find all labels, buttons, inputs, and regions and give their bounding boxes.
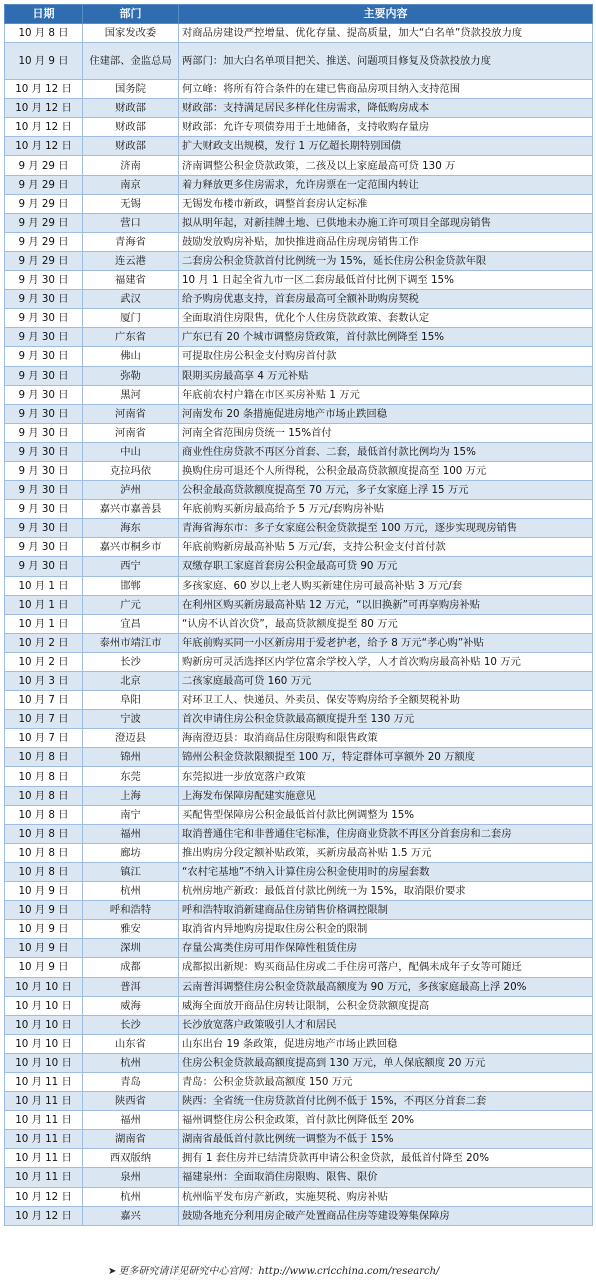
cell-content: 年底前购买新房最高给予 5 万元/套购房补贴 <box>179 500 593 519</box>
policy-table <box>4 4 593 1226</box>
table-row <box>5 1053 593 1072</box>
cell-content: 着力释放更多住房需求，允许房票在一定范围内转让 <box>179 175 593 194</box>
cell-date: 9 月 30 日 <box>5 500 83 519</box>
cell-content: 10 月 1 日起全省九市一区二套房最低首付比例下调至 15% <box>179 271 593 290</box>
table-row <box>5 595 593 614</box>
cell-department: 嘉兴 <box>83 1206 179 1225</box>
cell-department: 呼和浩特 <box>83 901 179 920</box>
table-row <box>5 194 593 213</box>
cell-content: 湖南省最低首付款比例统一调整为不低于 15% <box>179 1130 593 1149</box>
cell-content: 给予购房优惠支持，首套房最高可全额补助购房契税 <box>179 290 593 309</box>
table-row <box>5 1072 593 1091</box>
cell-content: 多孩家庭、60 岁以上老人购买新建住房可最高补贴 3 万元/套 <box>179 576 593 595</box>
cell-department: 锦州 <box>83 748 179 767</box>
cell-department: 营口 <box>83 213 179 232</box>
table-row <box>5 251 593 270</box>
cell-content: 两部门：加大白名单项目把关、推送、问题项目修复及贷款投放力度 <box>179 43 593 80</box>
cell-date: 9 月 30 日 <box>5 271 83 290</box>
table-row <box>5 271 593 290</box>
cell-date: 10 月 8 日 <box>5 24 83 43</box>
cell-department: 广东省 <box>83 328 179 347</box>
table-row <box>5 328 593 347</box>
table-row <box>5 614 593 633</box>
cell-department: 福州 <box>83 1111 179 1130</box>
cell-date: 10 月 9 日 <box>5 901 83 920</box>
cell-date: 10 月 7 日 <box>5 691 83 710</box>
cell-department: 无锡 <box>83 194 179 213</box>
cell-content: 何立峰：将所有符合条件的在建已售商品房项目纳入支持范围 <box>179 80 593 99</box>
cell-department: 长沙 <box>83 652 179 671</box>
cell-content: 限期买房最高享 4 万元补贴 <box>179 366 593 385</box>
cell-department: 湖南省 <box>83 1130 179 1149</box>
cell-content: 青岛：公积金贷款最高额度 150 万元 <box>179 1072 593 1091</box>
cell-content: 福州调整住房公积金政策，首付款比例降低至 20% <box>179 1111 593 1130</box>
cell-department: 嘉兴市嘉善县 <box>83 500 179 519</box>
table-row <box>5 1015 593 1034</box>
table-row <box>5 996 593 1015</box>
table-body <box>5 24 593 1226</box>
cell-date: 10 月 10 日 <box>5 996 83 1015</box>
table-row <box>5 939 593 958</box>
table-row <box>5 672 593 691</box>
table-row <box>5 691 593 710</box>
table-row <box>5 843 593 862</box>
cell-department: 福建省 <box>83 271 179 290</box>
cell-department: 国家发改委 <box>83 24 179 43</box>
cell-date: 10 月 10 日 <box>5 1053 83 1072</box>
cell-date: 10 月 1 日 <box>5 614 83 633</box>
cell-date: 10 月 11 日 <box>5 1168 83 1187</box>
table-row <box>5 557 593 576</box>
table-row <box>5 99 593 118</box>
cell-department: 海东 <box>83 519 179 538</box>
table-row <box>5 175 593 194</box>
cell-date: 10 月 2 日 <box>5 633 83 652</box>
cell-content: 推出购房分段定额补贴政策，买新房最高补贴 1.5 万元 <box>179 843 593 862</box>
cell-content: 买配售型保障房公积金最低首付款比例调整为 15% <box>179 805 593 824</box>
table-row <box>5 1111 593 1130</box>
cell-department: 宜昌 <box>83 614 179 633</box>
cell-department: 住建部、金监总局 <box>83 43 179 80</box>
table-row <box>5 500 593 519</box>
table-row <box>5 862 593 881</box>
header-content: 主要内容 <box>179 5 593 24</box>
cell-content: 换购住房可退还个人所得税，公积金最高贷款额度提高至 100 万元 <box>179 461 593 480</box>
table-row <box>5 786 593 805</box>
cell-content: 首次申请住房公积金贷款最高额度提升至 130 万元 <box>179 710 593 729</box>
cell-department: 南宁 <box>83 805 179 824</box>
table-row <box>5 118 593 137</box>
cell-content: 无锡发布楼市新政，调整首套房认定标准 <box>179 194 593 213</box>
cell-date: 9 月 30 日 <box>5 404 83 423</box>
cell-date: 9 月 29 日 <box>5 232 83 251</box>
cell-content: 山东出台 19 条政策，促进房地产市场止跌回稳 <box>179 1034 593 1053</box>
table-row <box>5 137 593 156</box>
cell-date: 9 月 30 日 <box>5 481 83 500</box>
cell-department: 泸州 <box>83 481 179 500</box>
cell-content: 云南普洱调整住房公积金贷款最高额度为 90 万元，多孩家庭最高上浮 20% <box>179 977 593 996</box>
cell-date: 10 月 11 日 <box>5 1130 83 1149</box>
cell-content: 杭州房地产新政：最低首付款比例统一为 15%，取消限价要求 <box>179 882 593 901</box>
cell-content: 年底前购新房最高补贴 5 万元/套，支持公积金支付首付款 <box>179 538 593 557</box>
table-row <box>5 882 593 901</box>
cell-content: 河南全省范围房贷统一 15%首付 <box>179 423 593 442</box>
cell-content: 年底前购买同一小区新房用于爱老护老，给予 8 万元“孝心购”补贴 <box>179 633 593 652</box>
cell-content: “认房不认首次贷”，最高贷款额度提至 80 万元 <box>179 614 593 633</box>
cell-date: 9 月 30 日 <box>5 442 83 461</box>
cell-department: 中山 <box>83 442 179 461</box>
cell-date: 10 月 1 日 <box>5 595 83 614</box>
cell-date: 10 月 3 日 <box>5 672 83 691</box>
cell-department: 青岛 <box>83 1072 179 1091</box>
table-row <box>5 156 593 175</box>
cell-date: 9 月 29 日 <box>5 175 83 194</box>
cell-content: 年底前农村户籍在市区买房补贴 1 万元 <box>179 385 593 404</box>
cell-department: 西宁 <box>83 557 179 576</box>
cell-content: 扩大财政支出规模，发行 1 万亿超长期特别国债 <box>179 137 593 156</box>
cell-content: 威海全面放开商品住房转让限制，公积金贷款额度提高 <box>179 996 593 1015</box>
cell-date: 10 月 1 日 <box>5 576 83 595</box>
cell-department: 长沙 <box>83 1015 179 1034</box>
cell-department: 泉州 <box>83 1168 179 1187</box>
cell-date: 9 月 29 日 <box>5 251 83 270</box>
cell-department: 阜阳 <box>83 691 179 710</box>
cell-department: 山东省 <box>83 1034 179 1053</box>
cell-date: 10 月 11 日 <box>5 1149 83 1168</box>
arrow-icon: ➤ <box>108 1266 117 1277</box>
table-header-row <box>5 5 593 24</box>
cell-content: 海南澄迈县：取消商品住房限购和限售政策 <box>179 729 593 748</box>
cell-date: 9 月 30 日 <box>5 538 83 557</box>
cell-department: 财政部 <box>83 99 179 118</box>
cell-date: 10 月 9 日 <box>5 920 83 939</box>
cell-content: 取消普通住宅和非普通住宅标准，住房商业贷款不再区分首套房和二套房 <box>179 824 593 843</box>
table-row <box>5 652 593 671</box>
cell-department: 济南 <box>83 156 179 175</box>
cell-content: 呼和浩特取消新建商品住房销售价格调控限制 <box>179 901 593 920</box>
cell-content: 取消省内异地购房提取住房公积金的限制 <box>179 920 593 939</box>
table-row <box>5 767 593 786</box>
table-row <box>5 290 593 309</box>
cell-date: 10 月 9 日 <box>5 882 83 901</box>
table-row <box>5 80 593 99</box>
cell-content: 鼓励发放购房补贴，加快推进商品住房现房销售工作 <box>179 232 593 251</box>
table-row <box>5 977 593 996</box>
cell-content: 成都拟出新规：购买商品住房或二手住房可落户，配偶未成年子女等可随迁 <box>179 958 593 977</box>
cell-date: 10 月 8 日 <box>5 843 83 862</box>
cell-content: 东莞拟进一步放宽落户政策 <box>179 767 593 786</box>
table-row <box>5 43 593 80</box>
cell-department: 佛山 <box>83 347 179 366</box>
cell-date: 9 月 30 日 <box>5 328 83 347</box>
cell-department: 黑河 <box>83 385 179 404</box>
table-row <box>5 519 593 538</box>
cell-content: 存量公寓类住房可用作保障性租赁住房 <box>179 939 593 958</box>
cell-date: 10 月 8 日 <box>5 805 83 824</box>
cell-content: 福建泉州：全面取消住房限购、限售、限价 <box>179 1168 593 1187</box>
cell-department: 澄迈县 <box>83 729 179 748</box>
cell-department: 杭州 <box>83 1053 179 1072</box>
cell-department: 嘉兴市桐乡市 <box>83 538 179 557</box>
cell-content: 财政部：支持满足居民多样化住房需求，降低购房成本 <box>179 99 593 118</box>
cell-content: 济南调整公积金贷款政策，二孩及以上家庭最高可贷 130 万 <box>179 156 593 175</box>
cell-content: 河南发布 20 条措施促进房地产市场止跌回稳 <box>179 404 593 423</box>
table-row <box>5 1206 593 1225</box>
cell-department: 克拉玛依 <box>83 461 179 480</box>
cell-content: 鼓励各地充分利用房企破产处置商品住房等建设筹集保障房 <box>179 1206 593 1225</box>
cell-content: 商业性住房贷款不再区分首套、二套，最低首付款比例均为 15% <box>179 442 593 461</box>
cell-date: 10 月 2 日 <box>5 652 83 671</box>
cell-content: 购新房可灵活选择区内学位富余学校入学，人才首次购房最高补贴 10 万元 <box>179 652 593 671</box>
cell-content: 财政部：允许专项债券用于土地储备，支持收购存量房 <box>179 118 593 137</box>
cell-department: 雅安 <box>83 920 179 939</box>
table-row <box>5 1149 593 1168</box>
table-row <box>5 920 593 939</box>
table-row <box>5 442 593 461</box>
cell-department: 国务院 <box>83 80 179 99</box>
table-row <box>5 461 593 480</box>
cell-department: 南京 <box>83 175 179 194</box>
cell-date: 10 月 10 日 <box>5 977 83 996</box>
cell-department: 宁波 <box>83 710 179 729</box>
cell-content: 杭州临平发布房产新政，实施契税、购房补贴 <box>179 1187 593 1206</box>
cell-department: 普洱 <box>83 977 179 996</box>
cell-date: 10 月 8 日 <box>5 824 83 843</box>
cell-department: 镇江 <box>83 862 179 881</box>
cell-date: 9 月 29 日 <box>5 194 83 213</box>
table-row <box>5 538 593 557</box>
cell-content: 对环卫工人、快递员、外卖员、保安等购房给予全额契税补助 <box>179 691 593 710</box>
cell-content: 住房公积金贷款最高额度提高到 130 万元，单人保底额度 20 万元 <box>179 1053 593 1072</box>
cell-date: 9 月 30 日 <box>5 309 83 328</box>
cell-department: 北京 <box>83 672 179 691</box>
cell-date: 9 月 30 日 <box>5 347 83 366</box>
table-row <box>5 1168 593 1187</box>
cell-content: 双缴存职工家庭首套房公积金最高可贷 90 万元 <box>179 557 593 576</box>
cell-content: 二套房公积金贷款首付比例统一为 15%，延长住房公积金贷款年限 <box>179 251 593 270</box>
table-row <box>5 1092 593 1111</box>
cell-content: 二孩家庭最高可贷 160 万元 <box>179 672 593 691</box>
cell-date: 10 月 12 日 <box>5 118 83 137</box>
cell-content: “农村宅基地”不纳入计算住房公积金使用时的房屋套数 <box>179 862 593 881</box>
table-row <box>5 232 593 251</box>
cell-department: 成都 <box>83 958 179 977</box>
header-department: 部门 <box>83 5 179 24</box>
cell-date: 10 月 10 日 <box>5 1015 83 1034</box>
cell-date: 10 月 9 日 <box>5 958 83 977</box>
cell-department: 东莞 <box>83 767 179 786</box>
footer-note <box>108 1262 439 1277</box>
cell-date: 10 月 11 日 <box>5 1072 83 1091</box>
table-row <box>5 748 593 767</box>
table-row <box>5 347 593 366</box>
cell-date: 10 月 12 日 <box>5 1206 83 1225</box>
table-row <box>5 633 593 652</box>
cell-date: 9 月 30 日 <box>5 366 83 385</box>
cell-date: 9 月 30 日 <box>5 290 83 309</box>
cell-department: 威海 <box>83 996 179 1015</box>
cell-department: 廊坊 <box>83 843 179 862</box>
table-row <box>5 1187 593 1206</box>
cell-content: 广东已有 20 个城市调整房贷政策，首付款比例降至 15% <box>179 328 593 347</box>
cell-date: 9 月 29 日 <box>5 156 83 175</box>
table-row <box>5 423 593 442</box>
cell-content: 可提取住房公积金支付购房首付款 <box>179 347 593 366</box>
cell-department: 弥勒 <box>83 366 179 385</box>
table-row <box>5 309 593 328</box>
cell-date: 9 月 30 日 <box>5 385 83 404</box>
cell-department: 西双版纳 <box>83 1149 179 1168</box>
cell-content: 在利州区购买新房最高补贴 12 万元，“以旧换新”可再享购房补贴 <box>179 595 593 614</box>
cell-date: 10 月 11 日 <box>5 1111 83 1130</box>
table-row <box>5 1034 593 1053</box>
cell-date: 10 月 12 日 <box>5 1187 83 1206</box>
cell-content: 锦州公积金贷款限额提至 100 万，特定群体可享额外 20 万额度 <box>179 748 593 767</box>
cell-department: 河南省 <box>83 404 179 423</box>
cell-date: 9 月 30 日 <box>5 423 83 442</box>
cell-department: 武汉 <box>83 290 179 309</box>
cell-department: 陕西省 <box>83 1092 179 1111</box>
cell-date: 10 月 9 日 <box>5 939 83 958</box>
table-row <box>5 24 593 43</box>
table-row <box>5 385 593 404</box>
table-row <box>5 576 593 595</box>
cell-date: 10 月 12 日 <box>5 99 83 118</box>
cell-department: 杭州 <box>83 882 179 901</box>
table-row <box>5 366 593 385</box>
cell-department: 广元 <box>83 595 179 614</box>
cell-date: 9 月 30 日 <box>5 519 83 538</box>
cell-date: 10 月 11 日 <box>5 1092 83 1111</box>
cell-date: 9 月 30 日 <box>5 461 83 480</box>
cell-department: 河南省 <box>83 423 179 442</box>
cell-date: 10 月 12 日 <box>5 137 83 156</box>
table-row <box>5 824 593 843</box>
cell-department: 福州 <box>83 824 179 843</box>
table-row <box>5 404 593 423</box>
cell-date: 10 月 9 日 <box>5 43 83 80</box>
cell-content: 陕西：全省统一住房贷款首付比例不低于 15%，不再区分首套二套 <box>179 1092 593 1111</box>
cell-date: 10 月 8 日 <box>5 748 83 767</box>
cell-department: 邯郸 <box>83 576 179 595</box>
cell-content: 青海省海东市：多子女家庭公积金贷款提至 100 万元，逐步实现现房销售 <box>179 519 593 538</box>
cell-date: 10 月 7 日 <box>5 729 83 748</box>
cell-department: 财政部 <box>83 118 179 137</box>
cell-date: 10 月 12 日 <box>5 80 83 99</box>
footer-text: 更多研究请详见研究中心官网：http://www.cricchina.com/research/ <box>118 1266 440 1277</box>
cell-department: 泰州市靖江市 <box>83 633 179 652</box>
cell-date: 9 月 30 日 <box>5 557 83 576</box>
cell-date: 10 月 8 日 <box>5 767 83 786</box>
table-row <box>5 958 593 977</box>
cell-department: 厦门 <box>83 309 179 328</box>
cell-content: 公积金最高贷款额度提高至 70 万元，多子女家庭上浮 15 万元 <box>179 481 593 500</box>
table-row <box>5 481 593 500</box>
cell-department: 青海省 <box>83 232 179 251</box>
header-date: 日期 <box>5 5 83 24</box>
cell-department: 杭州 <box>83 1187 179 1206</box>
cell-content: 拥有 1 套住房并已结清贷款再申请公积金贷款，最低首付降至 20% <box>179 1149 593 1168</box>
table-row <box>5 729 593 748</box>
policy-table-container <box>4 4 592 1226</box>
cell-date: 10 月 8 日 <box>5 862 83 881</box>
cell-content: 全面取消住房限售，优化个人住房贷款政策、套数认定 <box>179 309 593 328</box>
table-row <box>5 710 593 729</box>
cell-content: 拟从明年起，对新挂牌土地、已供地未办施工许可项目全部现房销售 <box>179 213 593 232</box>
cell-content: 上海发布保障房配建实施意见 <box>179 786 593 805</box>
cell-department: 深圳 <box>83 939 179 958</box>
cell-date: 10 月 10 日 <box>5 1034 83 1053</box>
cell-content: 对商品房建设严控增量、优化存量、提高质量，加大“白名单”贷款投放力度 <box>179 24 593 43</box>
cell-department: 财政部 <box>83 137 179 156</box>
cell-department: 上海 <box>83 786 179 805</box>
table-row <box>5 213 593 232</box>
cell-content: 长沙放宽落户政策吸引人才和居民 <box>179 1015 593 1034</box>
table-row <box>5 805 593 824</box>
cell-date: 10 月 8 日 <box>5 786 83 805</box>
cell-department: 连云港 <box>83 251 179 270</box>
cell-date: 10 月 7 日 <box>5 710 83 729</box>
table-row <box>5 1130 593 1149</box>
table-row <box>5 901 593 920</box>
cell-date: 9 月 29 日 <box>5 213 83 232</box>
